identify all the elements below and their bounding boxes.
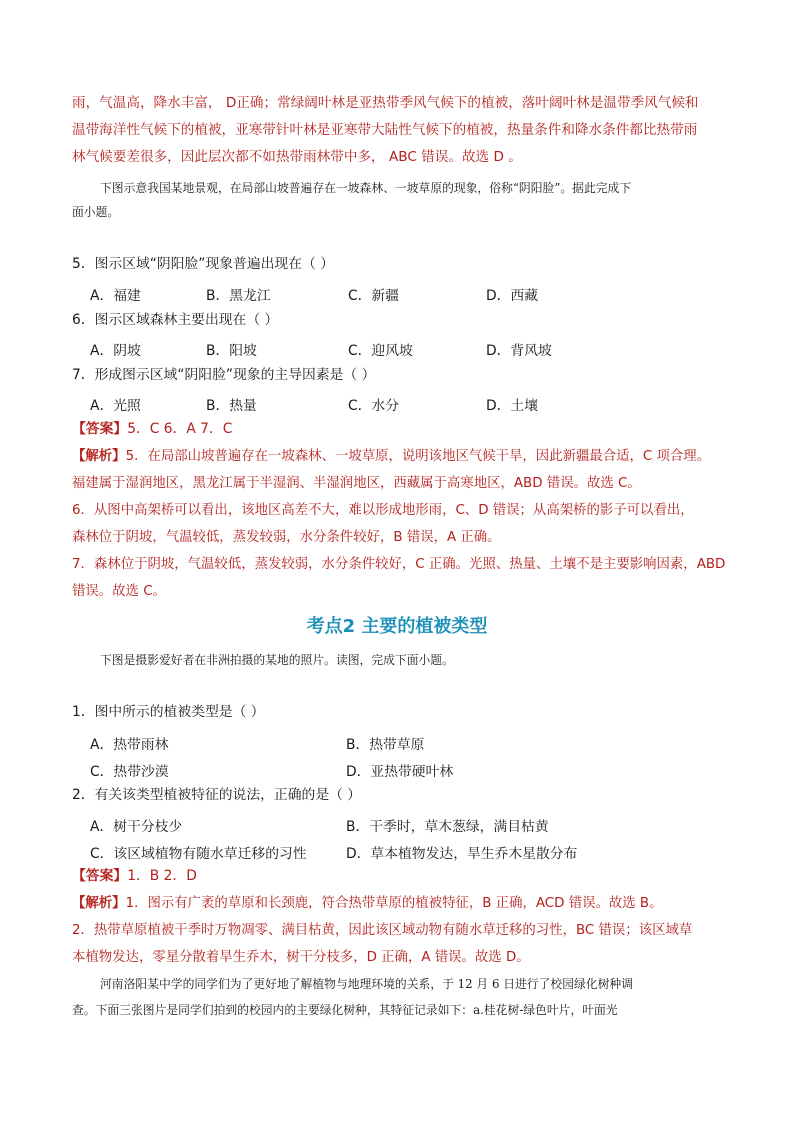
top-paragraph-line-3: 林气候要差很多，因此层次都不如热带雨林带中多， ABC 错误。故选 D 。: [72, 149, 522, 165]
top-paragraph-line-2: 温带海洋性气候下的植被，亚寒带针叶林是亚寒带大陆性气候下的植被，热量条件和降水条件都比热带雨: [72, 122, 698, 138]
question-6-option-d: D．背风坡: [486, 343, 552, 359]
intro-3-line-2: 查。下面三张图片是同学们拍到的校园内的主要绿化树种，其特征记录如下：a.桂花树-绿色叶片，叶面光: [72, 1003, 618, 1017]
question-7-stem: 7．形成图示区域“阴阳脸”现象的主导因素是（ ）: [72, 367, 376, 383]
question-1-option-a: A．热带雨林: [90, 737, 169, 753]
question-6-option-a: A．阴坡: [90, 343, 141, 359]
question-5-option-a: A．福建: [90, 288, 141, 304]
question-2-option-d: D．草本植物发达，旱生乔木星散分布: [346, 846, 578, 862]
top-paragraph-line-1: 雨，气温高，降水丰富， D正确；常绿阔叶林是亚热带季风气候下的植被，落叶阔叶林是温带季风气候和: [72, 95, 699, 111]
answer-2-value: 1．B 2．D: [127, 868, 197, 884]
analysis-1-line-1: 5．在局部山坡普遍存在一坡森林、一坡草原，说明该地区气候干旱，因此新疆最合适，C 项合理。: [125, 449, 711, 464]
question-5-option-c: C．新疆: [348, 288, 400, 304]
question-5-option-d: D．西藏: [486, 288, 539, 304]
answer-1-tag: 【答案】: [72, 421, 128, 437]
question-2-stem: 2．有关该类型植被特征的说法，正确的是（ ）: [72, 787, 362, 803]
question-6-stem: 6．图示区域森林主要出现在（ ）: [72, 312, 279, 328]
question-7-option-a: A．光照: [90, 398, 141, 414]
answer-1-value: 5．C 6．A 7．C: [127, 421, 233, 437]
analysis-1-line-3: 6．从图中高架桥可以看出，该地区高差不大，难以形成地形雨，C、D 错误；从高架桥的影子可以看出，: [72, 503, 694, 518]
question-1-option-b: B．热带草原: [346, 737, 425, 753]
analysis-2-tag: 【解析】: [72, 896, 126, 911]
analysis-1-line-4: 森林位于阴坡，气温较低，蒸发较弱，水分条件较好，B 错误，A 正确。: [72, 530, 501, 545]
analysis-2: [72, 890, 732, 971]
analysis-1-tag: 【解析】: [72, 449, 126, 464]
intro-3-line-1: 河南洛阳某中学的同学们为了更好地了解植物与地理环境的关系，于 12 月 6 日进行了校园绿化树种调: [100, 977, 633, 991]
question-7-option-b: B．热量: [206, 398, 257, 414]
section-heading: 考点2 主要的植被类型: [306, 616, 488, 637]
question-2-option-b: B．干季时，草木葱绿，满目枯黄: [346, 819, 549, 835]
question-1-option-d: D．亚热带硬叶林: [346, 764, 454, 780]
analysis-2-line-3: 本植物发达，零星分散着旱生乔木，树干分枝多，D 正确，A 错误。故选 D。: [72, 950, 530, 965]
intro-1-line-2: 面小题。: [72, 205, 120, 219]
question-5-option-b: B．黑龙江: [206, 288, 271, 304]
intro-1-line-1: 下图示意我国某地景观，在局部山坡普遍存在一坡森林、一坡草原的现象，俗称“阴阳脸”。据此完成下: [100, 181, 632, 195]
question-2-option-c: C．该区域植物有随水草迁移的习性: [90, 846, 307, 862]
question-6-option-c: C．迎风坡: [348, 343, 413, 359]
question-7-option-c: C．水分: [348, 398, 400, 414]
answer-1: [72, 415, 732, 443]
question-1-stem: 1．图中所示的植被类型是（ ）: [72, 704, 265, 720]
question-1-option-c: C．热带沙漠: [90, 764, 169, 780]
analysis-1-line-5: 7．森林位于阴坡，气温较低，蒸发较弱，水分条件较好，C 正确。光照、热量、土壤不是主要影响因素，ABD: [72, 557, 726, 572]
question-2-option-a: A．树干分枝少: [90, 819, 183, 835]
analysis-1: [72, 443, 732, 605]
analysis-1-line-6: 错误。故选 C。: [72, 584, 166, 599]
question-7-option-d: D．土壤: [486, 398, 539, 414]
top-paragraph: [72, 90, 732, 171]
question-5-stem: 5．图示区域“阴阳脸”现象普遍出现在（ ）: [72, 256, 335, 272]
answer-2-tag: 【答案】: [72, 868, 128, 884]
analysis-1-line-2: 福建属于湿润地区，黑龙江属于半湿润、半湿润地区，西藏属于高寒地区，ABD 错误。故选 C。: [72, 476, 641, 491]
answer-2: [72, 862, 732, 890]
question-6-option-b: B．阳坡: [206, 343, 257, 359]
intro-2: 下图是摄影爱好者在非洲拍摄的某地的照片。读图，完成下面小题。: [100, 653, 454, 667]
analysis-2-line-1: 1．图示有广袤的草原和长颈鹿，符合热带草原的植被特征，B 正确，ACD 错误。故选 B。: [125, 896, 663, 911]
analysis-2-line-2: 2．热带草原植被干季时万物凋零、满目枯黄，因此该区域动物有随水草迁移的习性，BC 错误；该区域草: [72, 923, 693, 938]
